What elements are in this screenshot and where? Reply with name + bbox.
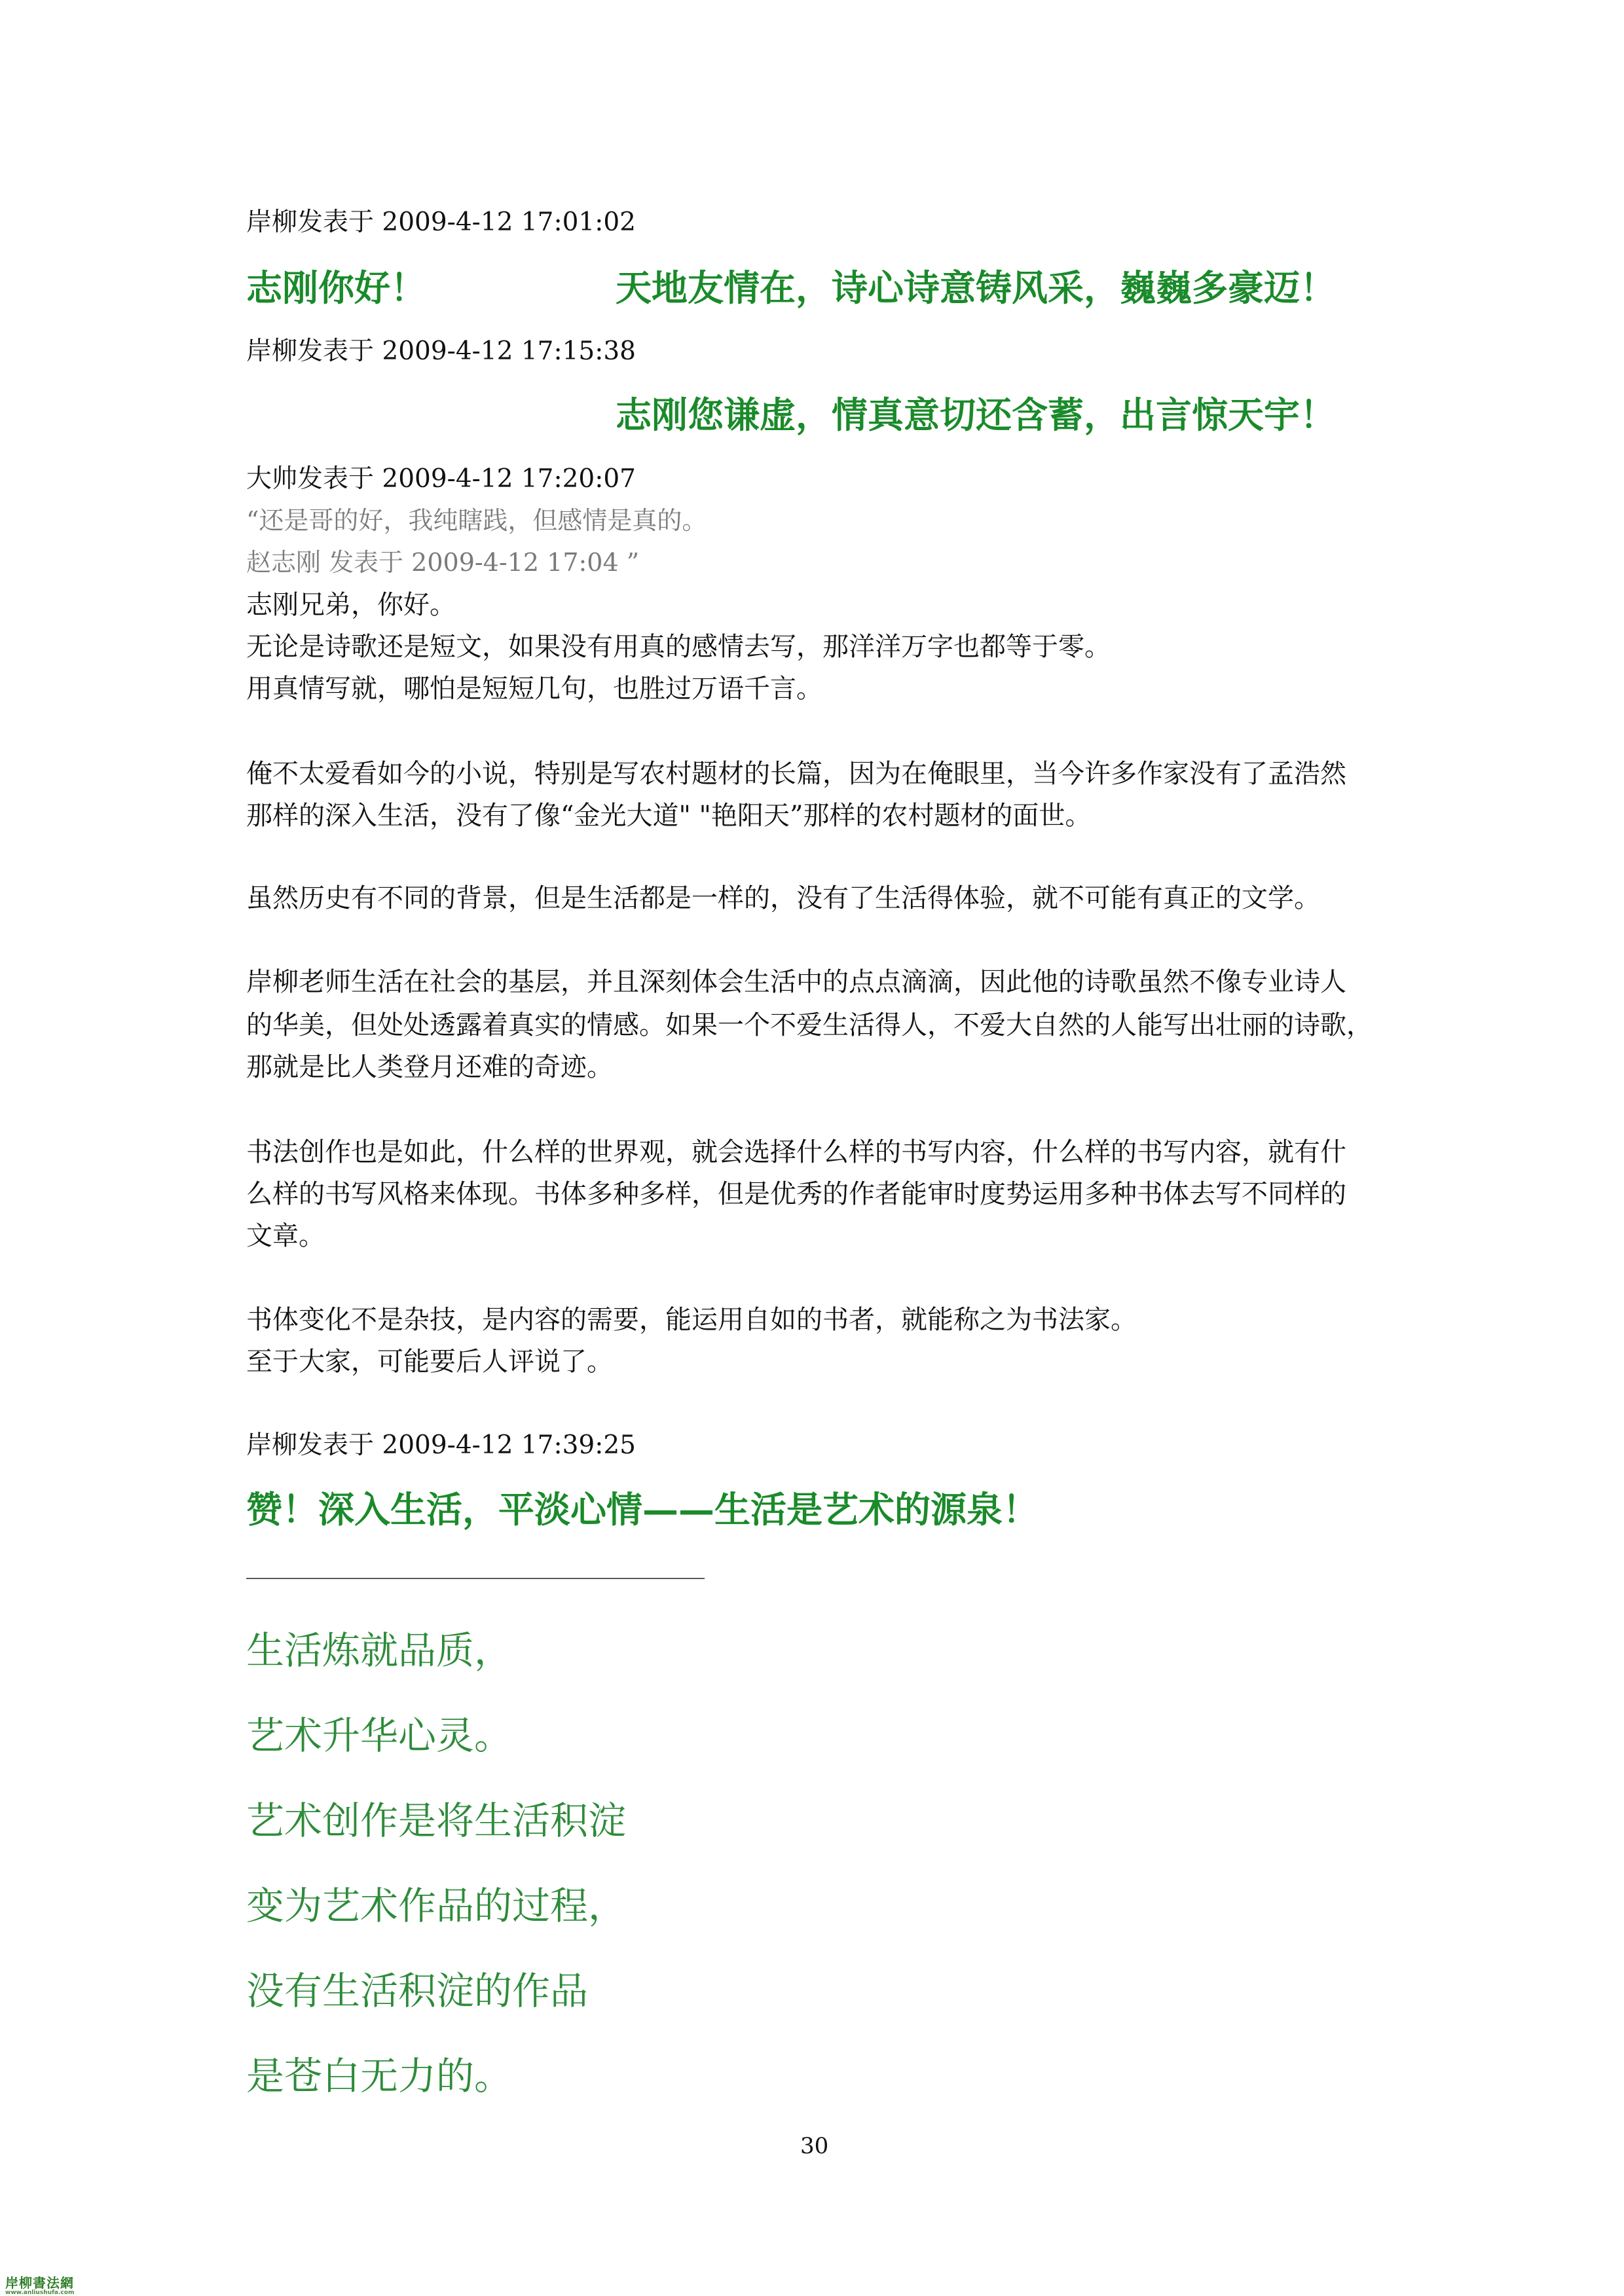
- paragraph-line: 那就是比人类登月还难的奇迹。: [246, 1052, 613, 1082]
- paragraph-line: 书法创作也是如此，什么样的世界观，就会选择什么样的书写内容，什么样的书写内容，就有什: [246, 1137, 1346, 1167]
- poem-line: 没有生活积淀的作品: [246, 1969, 589, 2013]
- quote-line: “还是哥的好，我纯瞎践，但感情是真的。: [246, 506, 707, 535]
- quote-attribution: 赵志刚 发表于 2009-4-12 17:04 ”: [246, 548, 640, 577]
- paragraph-line: 志刚兄弟，你好。: [246, 590, 456, 620]
- paragraph-line: 俺不太爱看如今的小说，特别是写农村题材的长篇，因为在俺眼里，当今许多作家没有了孟浩然: [246, 759, 1346, 789]
- poem-line: 是苍白无力的。: [246, 2054, 513, 2098]
- paragraph-line: 虽然历史有不同的背景，但是生活都是一样的，没有了生活得体验，就不可能有真正的文学。: [246, 883, 1320, 913]
- paragraph-line: 的华美，但处处透露着真实的情感。如果一个不爱生活得人，不爱大自然的人能写出壮丽的诗歌，: [246, 1010, 1373, 1040]
- verse-text: 天地友情在，诗心诗意铸风采，巍巍多豪迈！: [616, 266, 1337, 309]
- verse-text: 志刚您谦虚，情真意切还含蓄，出言惊天宇！: [616, 393, 1337, 436]
- poem-line: 生活炼就品质，: [246, 1628, 513, 1673]
- paragraph-line: 书体变化不是杂技，是内容的需要，能运用自如的书者，就能称之为书法家。: [246, 1305, 1137, 1335]
- logo-text: 岸柳書法網: [5, 2275, 74, 2291]
- paragraph-line: 岸柳老师生活在社会的基层，并且深刻体会生活中的点点滴滴，因此他的诗歌虽然不像专业诗人: [246, 967, 1346, 997]
- verse-text: 赞！深入生活，平淡心情——生活是艺术的源泉！: [246, 1488, 1039, 1531]
- paragraph-line: 那样的深入生活，没有了像“金光大道" "艳阳天”那样的农村题材的面世。: [246, 801, 1092, 831]
- poem-line: 艺术创作是将生活积淀: [246, 1798, 627, 1843]
- logo-url: www.anliushufa.com: [5, 2289, 75, 2296]
- post-header: 岸柳发表于 2009-4-12 17:15:38: [246, 337, 636, 366]
- poem-line: 艺术升华心灵。: [246, 1713, 513, 1758]
- post-header: 大帅发表于 2009-4-12 17:20:07: [246, 464, 636, 494]
- post-header: 岸柳发表于 2009-4-12 17:39:25: [246, 1430, 636, 1460]
- divider-rule: [246, 1578, 705, 1579]
- post-header: 岸柳发表于 2009-4-12 17:01:02: [246, 208, 636, 237]
- site-logo: [5, 2272, 85, 2296]
- greeting-text: 志刚你好！: [246, 266, 427, 309]
- poem-line: 变为艺术作品的过程，: [246, 1884, 627, 1928]
- paragraph-line: 至于大家，可能要后人评说了。: [246, 1347, 613, 1377]
- paragraph-line: 无论是诗歌还是短文，如果没有用真的感情去写，那洋洋万字也都等于零。: [246, 632, 1111, 662]
- page-number: 30: [800, 2133, 829, 2159]
- paragraph-line: 文章。: [246, 1221, 325, 1251]
- paragraph-line: 么样的书写风格来体现。书体多种多样，但是优秀的作者能审时度势运用多种书体去写不同样的: [246, 1179, 1346, 1209]
- paragraph-line: 用真情写就，哪怕是短短几句，也胜过万语千言。: [246, 674, 822, 704]
